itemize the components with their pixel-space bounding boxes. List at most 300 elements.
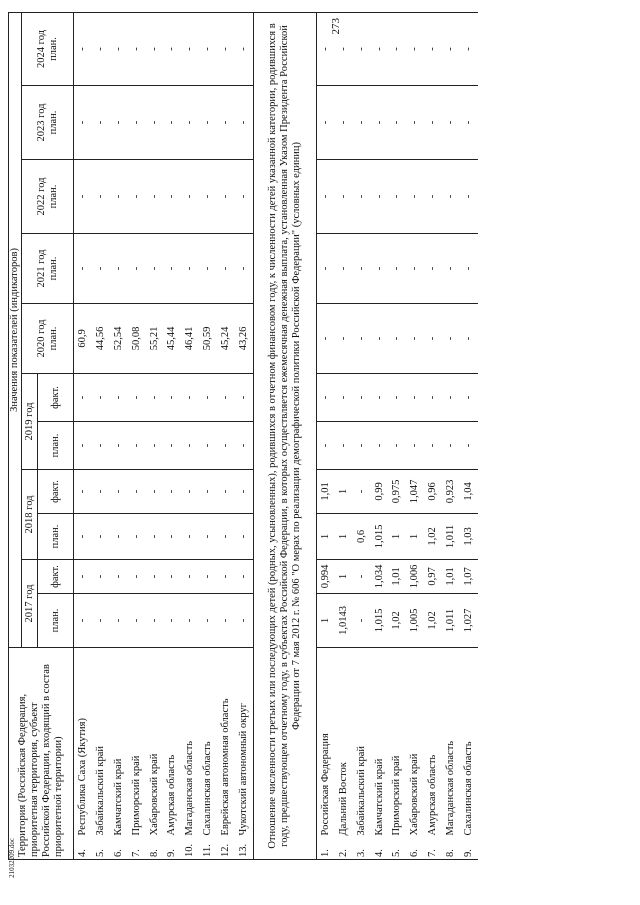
value-cell: -: [163, 12, 181, 85]
value-cell: -: [110, 593, 128, 647]
value-cell: 55,21: [146, 303, 164, 373]
territory-name: Приморский край: [128, 647, 146, 837]
territory-name: Дальний Восток: [335, 647, 353, 837]
value-cell: -: [442, 373, 460, 421]
plan-2017-header: план.: [38, 593, 74, 647]
territory-name: Республика Саха (Якутия): [74, 647, 92, 837]
value-cell: -: [371, 159, 389, 233]
value-cell: -: [235, 593, 253, 647]
value-cell: -: [235, 233, 253, 303]
value-cell: -: [146, 159, 164, 233]
document-filename: 21032209.doc: [8, 838, 16, 878]
value-cell: -: [371, 303, 389, 373]
value-cell: -: [163, 593, 181, 647]
value-cell: -: [460, 303, 478, 373]
value-cell: -: [92, 559, 110, 593]
territory-name: Приморский край: [388, 647, 406, 837]
value-cell: 1,015: [371, 513, 389, 559]
territory-name: Чукотский автономный округ: [235, 647, 253, 837]
plan-label: план.: [47, 37, 59, 61]
value-cell: -: [406, 159, 424, 233]
value-cell: -: [406, 233, 424, 303]
value-cell: -: [424, 373, 442, 421]
row-number: 12.: [217, 838, 235, 860]
value-cell: -: [235, 559, 253, 593]
value-cell: -: [74, 12, 92, 85]
value-cell: 1,02: [424, 593, 442, 647]
value-cell: 45,44: [163, 303, 181, 373]
value-cell: -: [74, 469, 92, 513]
value-cell: -: [199, 513, 217, 559]
value-cell: -: [316, 12, 334, 85]
value-cell: -: [110, 373, 128, 421]
table-row: [235, 12, 253, 859]
value-cell: 1,01: [388, 559, 406, 593]
value-cell: -: [181, 559, 199, 593]
value-cell: -: [181, 593, 199, 647]
year-2018-header: 2018 год: [22, 469, 38, 559]
value-cell: -: [74, 159, 92, 233]
value-cell: -: [388, 12, 406, 85]
row-number: 7.: [424, 838, 442, 860]
value-cell: -: [92, 373, 110, 421]
territory-name: Сахалинская область: [199, 647, 217, 837]
value-cell: -: [316, 159, 334, 233]
value-cell: -: [460, 233, 478, 303]
table-row: [163, 12, 181, 859]
value-cell: -: [353, 421, 371, 469]
table-row: [406, 12, 424, 859]
year-2022-header: [22, 159, 74, 233]
value-cell: -: [235, 513, 253, 559]
value-cell: -: [128, 513, 146, 559]
value-cell: -: [371, 85, 389, 159]
value-cell: -: [199, 85, 217, 159]
value-cell: -: [146, 513, 164, 559]
value-cell: -: [128, 593, 146, 647]
value-cell: -: [335, 12, 353, 85]
plan-2018-header: план.: [38, 513, 74, 559]
value-cell: -: [335, 233, 353, 303]
value-cell: -: [217, 233, 235, 303]
value-cell: -: [146, 559, 164, 593]
value-cell: -: [353, 559, 371, 593]
value-cell: -: [217, 159, 235, 233]
value-cell: -: [406, 373, 424, 421]
page-number: 273: [330, 18, 342, 35]
value-cell: -: [163, 559, 181, 593]
value-cell: -: [163, 421, 181, 469]
value-cell: -: [181, 159, 199, 233]
value-cell: -: [199, 469, 217, 513]
table-row: [316, 12, 334, 859]
value-cell: -: [163, 85, 181, 159]
value-cell: -: [442, 85, 460, 159]
territory-name: Забайкальский край: [353, 647, 371, 837]
value-cell: -: [316, 303, 334, 373]
value-cell: 1,02: [388, 593, 406, 647]
value-cell: -: [181, 513, 199, 559]
row-number: 6.: [406, 838, 424, 860]
table-row: [460, 12, 478, 859]
value-cell: -: [74, 373, 92, 421]
plan-label: план.: [47, 184, 59, 209]
value-cell: -: [235, 85, 253, 159]
value-cell: 0,99: [371, 469, 389, 513]
value-cell: -: [442, 159, 460, 233]
value-cell: 1: [335, 513, 353, 559]
row-number: 4.: [371, 838, 389, 860]
value-cell: -: [424, 159, 442, 233]
row-number: 2.: [335, 838, 353, 860]
territory-name: Еврейская автономная область: [217, 647, 235, 837]
value-cell: 1,005: [406, 593, 424, 647]
row-number: 5.: [388, 838, 406, 860]
value-cell: -: [110, 159, 128, 233]
value-cell: -: [335, 421, 353, 469]
value-cell: -: [217, 85, 235, 159]
value-cell: -: [146, 233, 164, 303]
value-cell: 46,41: [181, 303, 199, 373]
value-cell: -: [217, 373, 235, 421]
table-row: [110, 12, 128, 859]
value-cell: -: [388, 85, 406, 159]
value-cell: -: [92, 593, 110, 647]
value-cell: -: [424, 303, 442, 373]
table-row: [199, 12, 217, 859]
year-2019-header: 2019 год: [22, 373, 38, 469]
value-cell: -: [388, 421, 406, 469]
value-cell: -: [92, 85, 110, 159]
table-header: [9, 12, 74, 859]
value-cell: 1: [316, 593, 334, 647]
value-cell: -: [110, 559, 128, 593]
value-cell: 50,08: [128, 303, 146, 373]
territory-name: Забайкальский край: [92, 647, 110, 837]
fact-2017-header: факт.: [38, 559, 74, 593]
value-cell: -: [199, 593, 217, 647]
value-cell: 1,006: [406, 559, 424, 593]
row-number: 9.: [460, 838, 478, 860]
value-cell: 1,0143: [335, 593, 353, 647]
value-cell: 52,54: [110, 303, 128, 373]
value-cell: -: [460, 12, 478, 85]
value-cell: -: [424, 421, 442, 469]
value-cell: -: [163, 469, 181, 513]
year-label: 2021 год: [35, 249, 47, 288]
value-cell: -: [74, 421, 92, 469]
indicators-header: Значения показателей (индикаторов): [9, 12, 22, 647]
value-cell: 45,24: [217, 303, 235, 373]
value-cell: -: [335, 159, 353, 233]
value-cell: -: [442, 12, 460, 85]
value-cell: -: [406, 12, 424, 85]
value-cell: -: [128, 559, 146, 593]
table-row: [442, 12, 460, 859]
value-cell: -: [460, 373, 478, 421]
value-cell: -: [163, 513, 181, 559]
value-cell: -: [235, 373, 253, 421]
year-2020-header: [22, 303, 74, 373]
value-cell: -: [316, 373, 334, 421]
year-2023-header: [22, 85, 74, 159]
value-cell: -: [406, 303, 424, 373]
table-row: [146, 12, 164, 859]
value-cell: -: [92, 421, 110, 469]
value-cell: -: [217, 559, 235, 593]
value-cell: -: [110, 12, 128, 85]
value-cell: 50,59: [199, 303, 217, 373]
value-cell: -: [460, 85, 478, 159]
value-cell: -: [181, 85, 199, 159]
value-cell: -: [128, 159, 146, 233]
value-cell: -: [146, 85, 164, 159]
territory-name: Амурская область: [163, 647, 181, 837]
value-cell: -: [460, 421, 478, 469]
value-cell: -: [406, 85, 424, 159]
value-cell: -: [199, 12, 217, 85]
value-cell: -: [181, 373, 199, 421]
value-cell: -: [199, 559, 217, 593]
year-label: 2020 год: [35, 319, 47, 358]
value-cell: 0,97: [424, 559, 442, 593]
value-cell: -: [235, 159, 253, 233]
value-cell: -: [128, 12, 146, 85]
value-cell: 0,6: [353, 513, 371, 559]
value-cell: -: [235, 421, 253, 469]
value-cell: -: [146, 469, 164, 513]
row-number: 8.: [442, 838, 460, 860]
value-cell: -: [110, 513, 128, 559]
table-section-2: [316, 12, 478, 859]
value-cell: -: [217, 12, 235, 85]
value-cell: -: [353, 12, 371, 85]
value-cell: -: [424, 85, 442, 159]
value-cell: 0,975: [388, 469, 406, 513]
value-cell: 43,26: [235, 303, 253, 373]
value-cell: 1,01: [316, 469, 334, 513]
table-row: [92, 12, 110, 859]
value-cell: 1: [388, 513, 406, 559]
value-cell: -: [110, 85, 128, 159]
value-cell: 1,047: [406, 469, 424, 513]
value-cell: -: [371, 421, 389, 469]
value-cell: -: [316, 233, 334, 303]
value-cell: -: [217, 469, 235, 513]
value-cell: 1: [335, 469, 353, 513]
value-cell: -: [217, 513, 235, 559]
value-cell: -: [146, 373, 164, 421]
territory-name: Магаданская область: [442, 647, 460, 837]
value-cell: 1,011: [442, 513, 460, 559]
plan-label: план.: [47, 256, 59, 281]
value-cell: -: [110, 233, 128, 303]
value-cell: -: [146, 593, 164, 647]
value-cell: -: [371, 233, 389, 303]
row-number: 1.: [316, 838, 334, 860]
value-cell: -: [316, 85, 334, 159]
value-cell: -: [217, 421, 235, 469]
value-cell: -: [371, 12, 389, 85]
table-row: [388, 12, 406, 859]
value-cell: -: [388, 373, 406, 421]
value-cell: 1: [406, 513, 424, 559]
table-section-1: [74, 12, 254, 859]
table-row: [424, 12, 442, 859]
value-cell: -: [442, 303, 460, 373]
value-cell: -: [442, 233, 460, 303]
value-cell: -: [163, 159, 181, 233]
value-cell: 1: [335, 559, 353, 593]
row-number: 11.: [199, 838, 217, 860]
value-cell: -: [353, 593, 371, 647]
value-cell: -: [335, 85, 353, 159]
value-cell: 0,994: [316, 559, 334, 593]
value-cell: 1,07: [460, 559, 478, 593]
territory-name: Российская Федерация: [316, 647, 334, 837]
territory-name: Камчатский край: [110, 647, 128, 837]
territory-header: Территория (Российская Федерация, приоритетная территория, субъект Российской Федерации, входящий в состав приоритетной территории): [9, 647, 74, 859]
value-cell: -: [442, 421, 460, 469]
value-cell: -: [128, 85, 146, 159]
territory-name: Магаданская область: [181, 647, 199, 837]
year-2017-header: 2017 год: [22, 559, 38, 647]
value-cell: -: [353, 373, 371, 421]
row-number: 3.: [353, 838, 371, 860]
year-2021-header: [22, 233, 74, 303]
value-cell: -: [199, 233, 217, 303]
row-number: 5.: [92, 838, 110, 860]
plan-label: план.: [47, 326, 59, 351]
table-row: [74, 12, 92, 859]
value-cell: -: [146, 12, 164, 85]
value-cell: 1,02: [424, 513, 442, 559]
value-cell: -: [128, 421, 146, 469]
value-cell: -: [92, 233, 110, 303]
value-cell: -: [335, 303, 353, 373]
row-number: 4.: [74, 838, 92, 860]
value-cell: -: [199, 373, 217, 421]
value-cell: -: [371, 373, 389, 421]
value-cell: -: [388, 159, 406, 233]
value-cell: -: [163, 373, 181, 421]
value-cell: -: [388, 233, 406, 303]
table-row: [181, 12, 199, 859]
value-cell: -: [110, 469, 128, 513]
value-cell: -: [235, 469, 253, 513]
value-cell: -: [199, 421, 217, 469]
value-cell: 1,04: [460, 469, 478, 513]
value-cell: -: [92, 513, 110, 559]
value-cell: -: [74, 513, 92, 559]
value-cell: -: [181, 421, 199, 469]
territory-name: Сахалинская область: [460, 647, 478, 837]
indicator-description: Отношение численности третьих или последующих детей (родных, усыновленных), родившихся в отчетном финансовом году, к численности детей указанной категории, родившихся в году, предшествующем отчетному году, в субъектах Российской Федерации, в которых осуществляется ежемесячная денежная выплата, установленная Указом Президента Российской Федерации от 7 мая 2012 г. № 606 "О мерах по реализации демографической политики Российской Федерации" (условных единиц): [253, 12, 316, 859]
value-cell: -: [353, 303, 371, 373]
row-number: 8.: [146, 838, 164, 860]
value-cell: -: [388, 303, 406, 373]
plan-label: план.: [47, 110, 59, 135]
value-cell: -: [128, 373, 146, 421]
value-cell: -: [353, 233, 371, 303]
value-cell: -: [92, 12, 110, 85]
value-cell: -: [424, 233, 442, 303]
value-cell: 1,027: [460, 593, 478, 647]
fact-2019-header: факт.: [38, 373, 74, 421]
row-number: 13.: [235, 838, 253, 860]
year-label: 2023 год: [35, 103, 47, 142]
territory-name: Амурская область: [424, 647, 442, 837]
value-cell: -: [335, 373, 353, 421]
row-number: 6.: [110, 838, 128, 860]
value-cell: -: [110, 421, 128, 469]
value-cell: 44,56: [92, 303, 110, 373]
value-cell: -: [181, 233, 199, 303]
value-cell: -: [460, 159, 478, 233]
value-cell: 1,03: [460, 513, 478, 559]
value-cell: -: [74, 593, 92, 647]
value-cell: -: [235, 12, 253, 85]
table-row: [335, 12, 353, 859]
plan-2019-header: план.: [38, 421, 74, 469]
value-cell: -: [74, 233, 92, 303]
territory-name: Хабаровский край: [406, 647, 424, 837]
value-cell: -: [92, 469, 110, 513]
value-cell: 1: [316, 513, 334, 559]
value-cell: -: [181, 12, 199, 85]
value-cell: 1,034: [371, 559, 389, 593]
value-cell: -: [146, 421, 164, 469]
value-cell: 1,015: [371, 593, 389, 647]
territory-name: Камчатский край: [371, 647, 389, 837]
value-cell: -: [128, 233, 146, 303]
year-label: 2024 год: [35, 29, 47, 68]
value-cell: -: [424, 12, 442, 85]
table-row: [217, 12, 235, 859]
value-cell: -: [92, 159, 110, 233]
value-cell: -: [181, 469, 199, 513]
indicators-table: [8, 12, 478, 860]
value-cell: -: [316, 421, 334, 469]
note-section: [253, 12, 316, 859]
value-cell: -: [353, 469, 371, 513]
table-row: [371, 12, 389, 859]
territory-name: Хабаровский край: [146, 647, 164, 837]
row-number: 9.: [163, 838, 181, 860]
value-cell: -: [74, 559, 92, 593]
year-label: 2022 год: [35, 177, 47, 216]
row-number: 7.: [128, 838, 146, 860]
row-number: 10.: [181, 838, 199, 860]
value-cell: 0,923: [442, 469, 460, 513]
value-cell: -: [217, 593, 235, 647]
value-cell: -: [199, 159, 217, 233]
rotated-page-content: [8, 13, 608, 860]
value-cell: 1,01: [442, 559, 460, 593]
value-cell: -: [406, 421, 424, 469]
value-cell: -: [353, 159, 371, 233]
value-cell: 1,011: [442, 593, 460, 647]
value-cell: -: [163, 233, 181, 303]
table-row: [353, 12, 371, 859]
value-cell: -: [74, 85, 92, 159]
value-cell: -: [128, 469, 146, 513]
year-2024-header: [22, 12, 74, 85]
table-row: [128, 12, 146, 859]
value-cell: 60,9: [74, 303, 92, 373]
value-cell: -: [353, 85, 371, 159]
value-cell: 0,96: [424, 469, 442, 513]
